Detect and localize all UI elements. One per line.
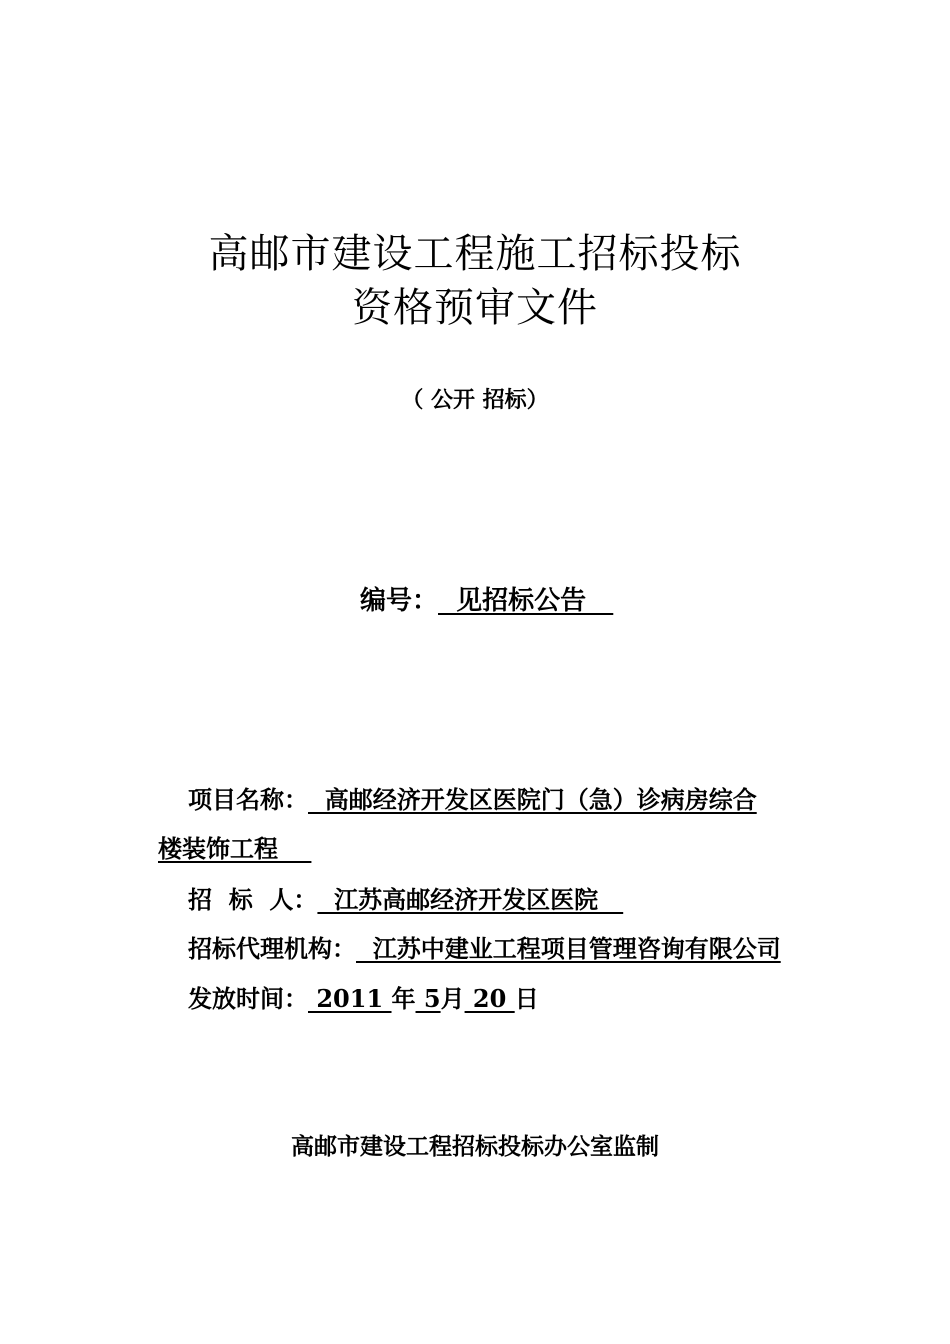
serial-value: 见招标公告 <box>438 586 614 616</box>
tenderer-label: 招 标 人： <box>188 885 318 914</box>
tender-type: （ 公开 招标） <box>401 387 549 413</box>
issue-date-day: 20 <box>464 984 515 1013</box>
document-title-line-2: 资格预审文件 <box>352 285 598 331</box>
agency-value: 江苏中建业工程项目管理咨询有限公司 <box>356 934 781 963</box>
issue-date-row <box>188 979 539 1014</box>
serial-label: 编号： <box>360 586 439 616</box>
issue-date-month-unit: 月 <box>440 984 465 1013</box>
project-name-value: 高邮经济开发区医院门（急）诊病房综合 <box>308 785 757 814</box>
issue-date-month: 5 <box>415 984 441 1013</box>
serial-number-row <box>360 580 613 617</box>
agency-row <box>188 929 781 964</box>
agency-label: 招标代理机构： <box>188 934 356 963</box>
project-name-label: 项目名称： <box>188 785 308 814</box>
project-name-value-cont: 楼装饰工程 <box>158 834 312 863</box>
issue-date-label: 发放时间： <box>188 984 308 1013</box>
project-name-continuation <box>158 829 311 864</box>
document-title-line-1: 高邮市建设工程施工招标投标 <box>208 231 742 277</box>
project-name-row <box>188 780 757 815</box>
supervisor-footer: 高邮市建设工程招标投标办公室监制 <box>291 1133 659 1160</box>
tenderer-row <box>188 880 623 915</box>
issue-date-day-unit: 日 <box>514 984 539 1013</box>
issue-date-year-unit: 年 <box>391 984 416 1013</box>
tenderer-value: 江苏高邮经济开发区医院 <box>317 885 624 914</box>
issue-date-year: 2011 <box>308 984 392 1013</box>
